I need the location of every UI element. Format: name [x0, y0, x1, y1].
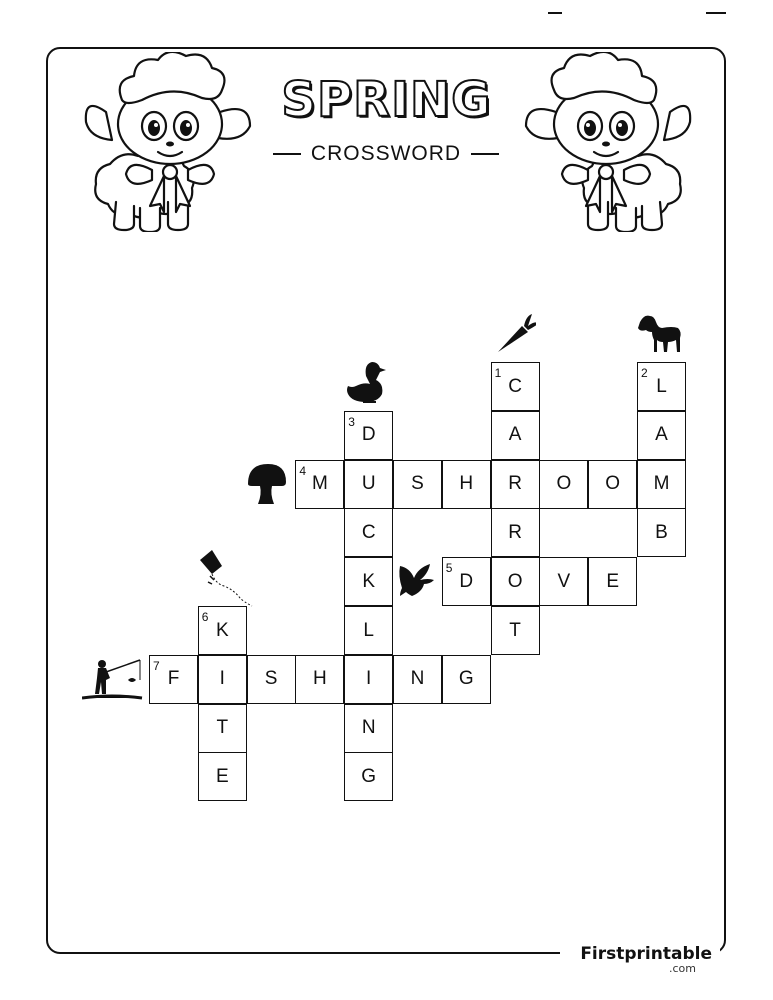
clue-number: 7 — [153, 658, 160, 673]
cell-letter: E — [606, 570, 620, 592]
crossword-cell[interactable] — [491, 508, 540, 557]
crossword-cell[interactable] — [491, 557, 540, 606]
cell-letter: F — [167, 668, 180, 690]
clue-number: 2 — [641, 366, 648, 380]
cell-letter: I — [366, 668, 372, 690]
crossword-cell[interactable] — [344, 557, 393, 606]
brand-dash-left — [548, 12, 562, 14]
crossword-cell[interactable] — [344, 606, 393, 655]
clue-number: 1 — [494, 366, 502, 380]
crossword-cell[interactable] — [295, 655, 344, 704]
cell-letter: K — [362, 570, 376, 592]
cell-letter: K — [215, 619, 229, 641]
brand-name: Firstprintable — [580, 944, 712, 964]
cell-letter: L — [656, 375, 667, 397]
cell-letter: M — [311, 473, 328, 495]
crossword-cell[interactable] — [491, 411, 540, 460]
lamb-illustration-left — [82, 52, 258, 232]
divider-line — [273, 153, 301, 155]
cell-letter: O — [556, 473, 572, 495]
subtitle-row — [273, 140, 499, 168]
cell-letter: G — [458, 668, 474, 690]
brand-logo — [560, 942, 720, 978]
cell-letter: T — [509, 619, 521, 641]
crossword-cell[interactable] — [637, 508, 686, 557]
crossword-cell[interactable] — [247, 655, 296, 704]
crossword-cell[interactable] — [588, 557, 637, 606]
crossword-cell[interactable] — [491, 460, 540, 509]
crossword-cell[interactable] — [198, 655, 247, 704]
crossword-cell[interactable] — [539, 460, 588, 509]
cell-letter: O — [605, 473, 621, 495]
cell-letter: B — [655, 521, 668, 543]
cell-letter: G — [361, 765, 377, 787]
cell-letter: S — [264, 668, 278, 690]
crossword-cell[interactable] — [491, 606, 540, 655]
cell-letter: O — [507, 570, 523, 592]
divider-line — [471, 153, 499, 155]
page-subtitle: CROSSWORD — [310, 142, 462, 165]
crossword-cell[interactable] — [344, 752, 393, 801]
cell-letter: D — [361, 424, 376, 446]
cell-letter: D — [459, 570, 474, 592]
crossword-cell[interactable] — [344, 655, 393, 704]
crossword-cell[interactable] — [442, 655, 491, 704]
cell-letter: S — [411, 473, 424, 495]
fishing-icon — [82, 656, 144, 702]
clue-number: 5 — [445, 561, 453, 576]
lamb-illustration-right — [518, 52, 694, 232]
kite-icon — [196, 548, 256, 608]
duck-icon — [346, 360, 388, 404]
clue-number: 3 — [348, 414, 355, 429]
cell-letter: R — [508, 521, 522, 543]
mushroom-icon — [246, 462, 288, 506]
cell-letter: L — [363, 619, 374, 641]
cell-letter: M — [653, 473, 670, 495]
cell-letter: H — [313, 668, 327, 690]
crossword-cell[interactable] — [344, 704, 393, 753]
clue-number: 4 — [299, 463, 307, 478]
cell-letter: I — [219, 668, 225, 690]
cell-letter: T — [216, 717, 229, 739]
lamb-icon — [638, 312, 682, 354]
cell-letter: C — [361, 521, 376, 543]
crossword-cell[interactable] — [344, 460, 393, 509]
cell-letter: A — [655, 424, 668, 446]
cell-letter: U — [361, 473, 376, 495]
cell-letter: E — [215, 765, 229, 787]
crossword-cell[interactable] — [198, 704, 247, 753]
crossword-cell[interactable] — [442, 460, 491, 509]
crossword-cell[interactable] — [198, 752, 247, 801]
cell-letter: C — [508, 375, 522, 397]
crossword-cell[interactable] — [588, 460, 637, 509]
cell-letter: V — [557, 570, 571, 592]
cell-letter: R — [508, 473, 522, 495]
carrot-icon — [494, 312, 536, 354]
crossword-cell[interactable] — [344, 508, 393, 557]
page-title: SPRING — [281, 72, 492, 128]
cell-letter: H — [459, 473, 474, 495]
crossword-cell[interactable] — [539, 557, 588, 606]
cell-letter: N — [361, 717, 376, 739]
clue-number: 6 — [201, 610, 209, 624]
crossword-cell[interactable] — [637, 411, 686, 460]
dove-icon — [398, 562, 436, 598]
cell-letter: N — [410, 668, 425, 690]
crossword-cell[interactable] — [393, 655, 442, 704]
brand-domain: .com — [669, 962, 696, 975]
cell-letter: A — [508, 424, 522, 446]
crossword-cell[interactable] — [393, 460, 442, 509]
brand-dash-right — [706, 12, 726, 14]
crossword-cell[interactable] — [637, 460, 686, 509]
